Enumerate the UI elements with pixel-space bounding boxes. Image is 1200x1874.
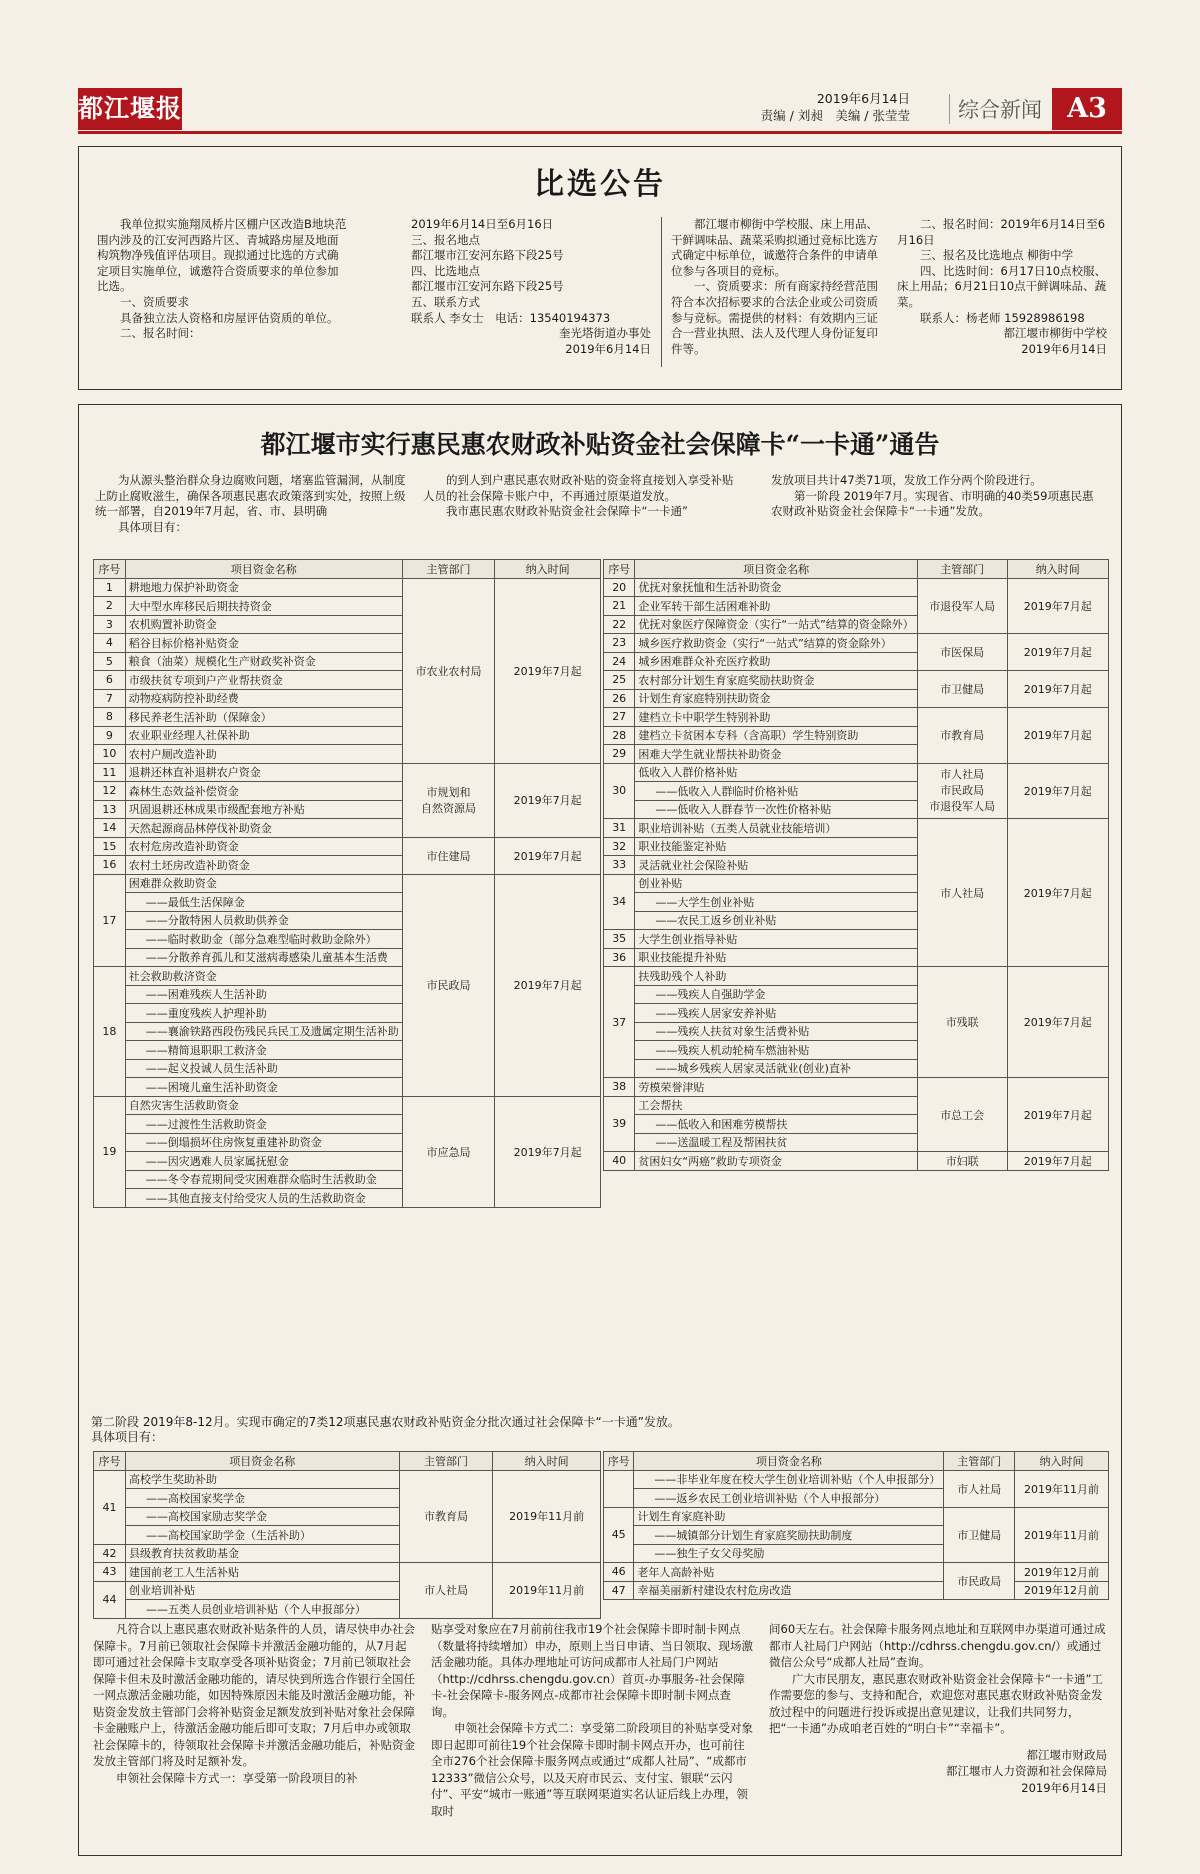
- table-cell: 29: [604, 745, 635, 764]
- issue-date: 2019年6月14日: [816, 91, 910, 106]
- table-cell: 市人社局: [944, 1470, 1015, 1507]
- table-row: [94, 763, 601, 782]
- signature-date: 2019年6月14日: [1021, 341, 1107, 356]
- table-header: [604, 1452, 1109, 1471]
- table-cell: ——残疾人扶贫对象生活费补贴: [635, 1022, 917, 1041]
- table-cell: 2019年7月起: [1007, 671, 1108, 708]
- table-header: [94, 1452, 601, 1471]
- text-paragraph: 联系人：杨老师 15928986198: [920, 310, 1085, 325]
- text-paragraph: 四、比选时间：6月17日10点校服、床上用品；6月21日10点干鲜调味品、蔬菜。: [897, 263, 1107, 309]
- text-paragraph: 我市惠民惠农财政补贴资金社会保障卡“一卡通”: [446, 504, 688, 519]
- table-cell: 建国前老工人生活补贴: [125, 1563, 399, 1582]
- table-cell: 2019年11月前: [493, 1563, 601, 1619]
- text-paragraph: 二、报名时间：2019年6月14日至6月16日: [897, 217, 1106, 247]
- text-paragraph: 具备独立法人资格和房屋评估资质的单位。: [120, 310, 339, 325]
- text-paragraph: 一、资质要求: [120, 294, 189, 309]
- table-cell: ——分散特困人员救助供养金: [125, 911, 402, 930]
- table-cell: 贫困妇女“两癌”救助专项资金: [635, 1152, 917, 1171]
- table-cell: 市规划和 自然资源局: [402, 763, 495, 837]
- table-cell: 2019年7月起: [1007, 1078, 1108, 1152]
- table-cell: 幸福美丽新村建设农村危房改造: [634, 1581, 944, 1600]
- table-cell: ——精简退职职工救济金: [125, 1041, 402, 1060]
- header-cell: 纳入时间: [1007, 560, 1108, 579]
- table-row: [94, 1096, 601, 1115]
- text-paragraph: 具体项目有：: [118, 519, 187, 534]
- table-cell: 2019年7月起: [1007, 819, 1108, 967]
- header-cell: 序号: [604, 560, 635, 579]
- table-cell: 2019年11月前: [493, 1470, 601, 1563]
- table-cell: ——困难残疾人生活补助: [125, 985, 402, 1004]
- table-cell: 2019年7月起: [495, 874, 601, 1096]
- header-cell: 序号: [94, 1452, 126, 1471]
- text-paragraph: 申领社会保障卡方式二：享受第二阶段项目的补贴享受对象即日起即可前往19个社会保障卡即时制卡网点开办，也可前往全市276个社会保障卡服务网点或通过“成都人社局”、“成都市12333”微信公众号，以及天府市民云、支付宝、银联“云闪付”、平安“城市一账通”等互联网渠道实名认证后线上办理，领取时: [431, 1721, 753, 1818]
- table-cell: 建档立卡中职学生特别补助: [635, 708, 917, 727]
- table-row: [94, 874, 601, 893]
- table-cell: 市应急局: [402, 1096, 495, 1207]
- table-cell: ——五类人员创业培训补贴（个人申报部分）: [125, 1600, 399, 1619]
- text-line: 具体项目有：: [91, 1430, 164, 1444]
- table-cell: 粮食（油菜）规模化生产财政奖补资金: [125, 652, 402, 671]
- table-cell: 40: [604, 1152, 635, 1171]
- table-cell: 39: [604, 1096, 635, 1152]
- table-cell: 劳模荣誉津贴: [635, 1078, 917, 1097]
- table-cell: 2019年12月前: [1015, 1563, 1109, 1582]
- table-cell: 市教育局: [917, 708, 1007, 764]
- text-line: 都江堰市江安河东路下段25号: [411, 279, 564, 294]
- table-cell: 稻谷目标价格补贴资金: [125, 634, 402, 653]
- table-row: [604, 708, 1109, 727]
- text-paragraph: 的到人到户惠民惠农财政补贴的资金将直接划入享受补贴人员的社会保障卡账户中，不再通过原渠道发放。: [423, 473, 734, 503]
- table-cell: 2019年7月起: [1007, 967, 1108, 1078]
- table-cell: 市总工会: [917, 1078, 1007, 1152]
- bottom-col3: [769, 1621, 1107, 1796]
- text-paragraph: 为从源头整治群众身边腐败问题，堵塞监管漏洞，从制度上防止腐败滋生，确保各项惠民惠农政策落到实处，按照上级统一部署，自2019年7月起，省、市、县明确: [95, 473, 406, 519]
- table-cell: 41: [94, 1470, 126, 1544]
- table-cell: 2019年7月起: [495, 837, 601, 874]
- table-cell: 31: [604, 819, 635, 838]
- table-cell: 天然起源商品林停伐补助资金: [125, 819, 402, 838]
- signature-org: 都江堰市财政局: [1026, 1747, 1107, 1762]
- text-paragraph: 广大市民朋友，惠民惠农财政补贴资金社会保障卡“一卡通”工作需要您的参与、支持和配合，欢迎您对惠民惠农财政补贴资金发放过程中的问题进行投诉或提出意见建议，让我们共同努力，把“一卡通”办成咱老百姓的“明白卡”“幸福卡”。: [769, 1671, 1103, 1735]
- header-cell: 主管部门: [399, 1452, 493, 1471]
- text-paragraph: 发放项目共计47类71项，发放工作分两个阶段进行。: [771, 473, 1042, 487]
- table-header: [604, 560, 1109, 579]
- table-cell: 24: [604, 652, 635, 671]
- table-cell: 2019年7月起: [1007, 634, 1108, 671]
- table-row: [94, 837, 601, 856]
- table-cell: 44: [94, 1581, 126, 1618]
- table-cell: 2019年7月起: [495, 763, 601, 837]
- table-cell: 市人社局: [399, 1563, 493, 1619]
- table-cell: 市住建局: [402, 837, 495, 874]
- table-cell: 19: [94, 1096, 126, 1207]
- table-cell: 43: [94, 1563, 126, 1582]
- header-cell: 项目资金名称: [634, 1452, 944, 1471]
- bidding-notice-title: 比选公告: [534, 167, 666, 202]
- table-cell: 22: [604, 615, 635, 634]
- table-cell: 市妇联: [917, 1152, 1007, 1171]
- intro-col1: [95, 473, 411, 535]
- header-cell: 主管部门: [402, 560, 495, 579]
- table-cell: 25: [604, 671, 635, 690]
- table-cell: ——冬令春荒期间受灾困难群众临时生活救助金: [125, 1170, 402, 1189]
- table-cell: 市教育局: [399, 1470, 493, 1563]
- header-cell: 纳入时间: [1015, 1452, 1109, 1471]
- bottom-col1: [93, 1621, 415, 1786]
- table-cell: 37: [604, 967, 635, 1078]
- table-cell: 7: [94, 689, 126, 708]
- table-cell: 5: [94, 652, 126, 671]
- text-paragraph: 凡符合以上惠民惠农财政补贴条件的人员，请尽快申办社会保障卡。7月前已领取社会保障卡并激活金融功能的，从7月起即可通过社会保障卡支取享受各项补贴资金；7月前已领取社会保障卡但未及时激活金融功能的，请尽快到所选合作银行全国任一网点激活金融功能，如因特殊原因未能及时激活金融功能，补贴资金发放主管部门会将补贴资金足额发放到补贴对象社会保障卡金融账户上，待激活金融功能后即可支取；7月后申办或领取社会保障卡的，待领取社会保障卡并激活金融功能后，补贴资金发放主管部门将及时足额补发。: [93, 1622, 415, 1768]
- text-line: 第二阶段 2019年8-12月。实现市确定的7类12项惠民惠农财政补贴资金分批次通过社会保障卡“一卡通”发放。: [91, 1415, 680, 1429]
- table-cell: 2019年7月起: [495, 578, 601, 763]
- stage2-heading: [91, 1415, 1111, 1445]
- signature-org: 奎光塔街道办事处: [559, 326, 651, 341]
- table-cell: 13: [94, 800, 126, 819]
- table-cell: 市人社局: [917, 819, 1007, 967]
- header-cell: 项目资金名称: [125, 560, 402, 579]
- table-cell: 县级教育扶贫救助基金: [125, 1544, 399, 1563]
- table-cell: 灵活就业社会保险补贴: [635, 856, 917, 875]
- text-line: 五、联系方式: [411, 294, 480, 309]
- table-cell: 32: [604, 837, 635, 856]
- table-cell: 计划生育家庭补助: [634, 1507, 944, 1526]
- stage2-table-right: [603, 1451, 1109, 1600]
- table-cell: ——襄渝铁路西段伤残民兵民工及遗属定期生活补助: [125, 1022, 402, 1041]
- table-cell: 自然灾害生活救助资金: [125, 1096, 402, 1115]
- table-cell: ——低收入人群春节一次性价格补贴: [635, 800, 917, 819]
- text-line: 三、报名地点: [411, 232, 480, 247]
- table-cell: ——分散养育孤儿和艾滋病毒感染儿童基本生活费: [125, 948, 402, 967]
- table-cell: 市民政局: [402, 874, 495, 1096]
- newspaper-logo: 都江堰报: [78, 88, 182, 130]
- table-cell: 10: [94, 745, 126, 764]
- table-cell: 巩固退耕还林成果市级配套地方补贴: [125, 800, 402, 819]
- table-cell: 12: [94, 782, 126, 801]
- table-cell: 移民养老生活补助（保障金）: [125, 708, 402, 727]
- table-cell: 2019年7月起: [1007, 578, 1108, 634]
- text-line: 联系人 李女士 电话：13540194373: [411, 310, 611, 325]
- table-cell: ——残疾人居家安养补贴: [635, 1004, 917, 1023]
- intro-col2: [423, 473, 739, 520]
- table-cell: 困难群众救助资金: [125, 874, 402, 893]
- table-cell: ——低收入人群临时价格补贴: [635, 782, 917, 801]
- table-cell: 职业技能鉴定补贴: [635, 837, 917, 856]
- table-cell: ——重度残疾人护理补助: [125, 1004, 402, 1023]
- table-cell: [604, 1470, 634, 1507]
- table-cell: 建档立卡贫困本专科（含高职）学生特别资助: [635, 726, 917, 745]
- table-cell: 35: [604, 930, 635, 949]
- table-cell: 森林生态效益补偿资金: [125, 782, 402, 801]
- table-cell: ——其他直接支付给受灾人员的生活救助资金: [125, 1189, 402, 1208]
- table-cell: ——独生子女父母奖励: [634, 1544, 944, 1563]
- table-cell: ——高校国家奖学金: [125, 1489, 399, 1508]
- table-cell: ——临时救助金（部分急难型临时救助金除外）: [125, 930, 402, 949]
- table-cell: 2019年11月前: [1015, 1507, 1109, 1563]
- table-cell: 退耕还林直补退耕农户资金: [125, 763, 402, 782]
- table-cell: 市人社局 市民政局 市退役军人局: [917, 763, 1007, 819]
- table-cell: 28: [604, 726, 635, 745]
- table-cell: 职业培训补贴（五类人员就业技能培训）: [635, 819, 917, 838]
- header-cell: 序号: [94, 560, 126, 579]
- table-row: [604, 763, 1109, 782]
- text-line: 四、比选地点: [411, 263, 480, 278]
- table-cell: 6: [94, 671, 126, 690]
- table-row: [604, 1078, 1109, 1097]
- table-cell: 农村户厕改造补助: [125, 745, 402, 764]
- table-cell: 市残联: [917, 967, 1007, 1078]
- header-cell: 主管部门: [944, 1452, 1015, 1471]
- table-cell: 困难大学生就业帮扶补助资金: [635, 745, 917, 764]
- table-cell: 城乡困难群众补充医疗救助: [635, 652, 917, 671]
- table-row: [604, 634, 1109, 653]
- table-cell: 33: [604, 856, 635, 875]
- table-cell: 2019年7月起: [1007, 763, 1108, 819]
- stage1-table-left: [93, 559, 601, 1208]
- table-cell: 14: [94, 819, 126, 838]
- table-cell: ——残疾人机动轮椅车燃油补贴: [635, 1041, 917, 1060]
- signature-org: 都江堰市柳街中学校: [1003, 326, 1107, 341]
- table-cell: 创业培训补贴: [125, 1581, 399, 1600]
- table-cell: 26: [604, 689, 635, 708]
- table-header: [94, 560, 601, 579]
- header-cell: 纳入时间: [495, 560, 601, 579]
- table-cell: 市卫健局: [944, 1507, 1015, 1563]
- table-cell: 市农业农村局: [402, 578, 495, 763]
- table-row: [604, 967, 1109, 986]
- stage2-table-left: [93, 1451, 601, 1619]
- text-paragraph: 一、资质要求：所有商家持经营范围符合本次招标要求的合法企业或公司资质参与竞标。需提供的材料：有效期内三证合一营业执照、法人及代理人身份证复印件等。: [671, 279, 878, 356]
- table-cell: 农村危房改造补助资金: [125, 837, 402, 856]
- table-cell: 市级扶贫专项到户产业帮扶资金: [125, 671, 402, 690]
- header-cell: 主管部门: [917, 560, 1007, 579]
- table-cell: 30: [604, 763, 635, 819]
- table-cell: 创业补贴: [635, 874, 917, 893]
- table-cell: 46: [604, 1563, 634, 1582]
- table-cell: 2: [94, 597, 126, 616]
- table-cell: 市卫健局: [917, 671, 1007, 708]
- table-cell: 2019年11月前: [1015, 1470, 1109, 1507]
- table-row: [94, 1563, 601, 1582]
- header-cell: 纳入时间: [493, 1452, 601, 1471]
- table-row: [604, 1581, 1109, 1600]
- table-cell: ——低收入和困难劳模帮扶: [635, 1115, 917, 1134]
- table-cell: 4: [94, 634, 126, 653]
- table-row: [604, 578, 1109, 597]
- subsidy-notice: [78, 404, 1122, 1856]
- text-paragraph: 我单位拟实施翔凤桥片区棚户区改造B地块范围内涉及的江安河西路片区、青城路房屋及地面构筑物净残值评估项目。现拟通过比选的方式确定项目实施单位，诚邀符合资质要求的单位参加比选。: [97, 217, 347, 294]
- table-cell: 职业技能提升补贴: [635, 948, 917, 967]
- text-paragraph: 二、报名时间：: [120, 326, 201, 341]
- table-cell: ——起义投诚人员生活补助: [125, 1059, 402, 1078]
- table-cell: 36: [604, 948, 635, 967]
- table-row: [604, 1152, 1109, 1171]
- table-cell: 23: [604, 634, 635, 653]
- table-cell: 大学生创业指导补贴: [635, 930, 917, 949]
- column-divider: [661, 217, 662, 367]
- table-cell: 45: [604, 1507, 634, 1563]
- table-cell: 优抚对象医疗保障资金（实行“一站式”结算的资金除外）: [635, 615, 917, 634]
- table-row: [94, 578, 601, 597]
- table-cell: ——高校国家励志奖学金: [125, 1507, 399, 1526]
- table-cell: 优抚对象抚恤和生活补助资金: [635, 578, 917, 597]
- signature-date: 2019年6月14日: [565, 341, 651, 356]
- text-paragraph: 第一阶段 2019年7月。实现省、市明确的40类59项惠民惠农财政补贴资金社会保障卡“一卡通”发放。: [771, 488, 1094, 519]
- table-cell: 11: [94, 763, 126, 782]
- table-cell: 社会救助救济资金: [125, 967, 402, 986]
- table-cell: 高校学生奖助补助: [125, 1470, 399, 1489]
- text-paragraph: 间60天左右。社会保障卡服务网点地址和互联网申办渠道可通过成都市人社局门户网站（http://cdhrss.chengdu.gov.cn/）或通过微信公众号“成都人社局”查询。: [769, 1622, 1106, 1669]
- header-cell: 项目资金名称: [635, 560, 917, 579]
- table-cell: 42: [94, 1544, 126, 1563]
- table-cell: ——返乡农民工创业培训补贴（个人申报部分）: [634, 1489, 944, 1508]
- table-cell: 18: [94, 967, 126, 1097]
- intro-col3: [771, 473, 1103, 520]
- table-cell: ——最低生活保障金: [125, 893, 402, 912]
- subsidy-notice-title: 都江堰市实行惠民惠农财政补贴资金社会保障卡“一卡通”通告: [260, 430, 940, 459]
- table-cell: 农村土坯房改造补助资金: [125, 856, 402, 875]
- table-cell: ——残疾人自强助学金: [635, 985, 917, 1004]
- text-paragraph: 贴享受对象应在7月前前往我市19个社会保障卡即时制卡网点（数量将持续增加）申办，原则上当日申请、当日领取、现场激活金融功能。具体办理地址可访问成都市人社局门户网站（http://cdhrss.chengdu.gov.cn）首页-办事服务-社会保障卡-社会保障卡-服务网点-成都市社会保障卡即时制卡网点查询。: [431, 1622, 753, 1719]
- text-line: 2019年6月14日至6月16日: [411, 217, 554, 231]
- table-cell: 17: [94, 874, 126, 967]
- table-cell: 1: [94, 578, 126, 597]
- notice1-col3: [671, 217, 881, 357]
- table-cell: ——城镇部分计划生育家庭奖励扶助制度: [634, 1526, 944, 1545]
- table-cell: 农机购置补助资金: [125, 615, 402, 634]
- table-cell: 计划生育家庭特别扶助资金: [635, 689, 917, 708]
- table-row: [604, 671, 1109, 690]
- table-cell: ——困境儿童生活补助资金: [125, 1078, 402, 1097]
- table-cell: 工会帮扶: [635, 1096, 917, 1115]
- table-row: [604, 1470, 1109, 1489]
- table-cell: ——城乡残疾人居家灵活就业(创业)直补: [635, 1059, 917, 1078]
- table-cell: 老年人高龄补贴: [634, 1563, 944, 1582]
- notice1-col2: [411, 217, 651, 357]
- table-cell: 2019年7月起: [495, 1096, 601, 1207]
- table-cell: 市民政局: [944, 1563, 1015, 1600]
- stage1-table-right: [603, 559, 1109, 1171]
- notice1-col4: [897, 217, 1107, 357]
- table-cell: 47: [604, 1581, 634, 1600]
- table-cell: 38: [604, 1078, 635, 1097]
- table-cell: 15: [94, 837, 126, 856]
- table-cell: 企业军转干部生活困难补助: [635, 597, 917, 616]
- table-cell: 34: [604, 874, 635, 930]
- text-paragraph: 申领社会保障卡方式一：享受第一阶段项目的补: [116, 1770, 358, 1785]
- section-name: 综合新闻: [949, 94, 1042, 124]
- table-cell: 9: [94, 726, 126, 745]
- text-paragraph: 都江堰市柳街中学校服、床上用品、干鲜调味品、蔬菜采购拟通过竞标比选方式确定中标单位，诚邀符合条件的申请单位参与各项目的竞标。: [671, 217, 878, 278]
- table-cell: 农村部分计划生育家庭奖励扶助资金: [635, 671, 917, 690]
- table-cell: 耕地地力保护补助资金: [125, 578, 402, 597]
- table-cell: 27: [604, 708, 635, 727]
- table-cell: 2019年7月起: [1007, 708, 1108, 764]
- editors: 责编 / 刘昶 美编 / 张莹莹: [760, 108, 910, 123]
- table-cell: 农业职业经理人社保补助: [125, 726, 402, 745]
- text-line: 都江堰市江安河东路下段25号: [411, 248, 564, 263]
- table-row: [94, 1470, 601, 1489]
- signature-date: 2019年6月14日: [1021, 1780, 1107, 1795]
- issue-info: [761, 90, 910, 124]
- header-cell: 序号: [604, 1452, 634, 1471]
- table-cell: ——高校国家助学金（生活补助）: [125, 1526, 399, 1545]
- table-cell: 20: [604, 578, 635, 597]
- masthead: [78, 88, 1122, 134]
- table-cell: 低收入人群价格补贴: [635, 763, 917, 782]
- table-cell: 8: [94, 708, 126, 727]
- table-cell: 城乡医疗救助资金（实行“一站式”结算的资金除外）: [635, 634, 917, 653]
- table-cell: 市退役军人局: [917, 578, 1007, 634]
- bottom-col2: [431, 1621, 753, 1819]
- table-row: [604, 819, 1109, 838]
- table-cell: 大中型水库移民后期扶持资金: [125, 597, 402, 616]
- bidding-notice: [78, 146, 1122, 390]
- table-cell: ——农民工返乡创业补贴: [635, 911, 917, 930]
- table-cell: ——因灾遇难人员家属抚慰金: [125, 1152, 402, 1171]
- table-cell: 2019年12月前: [1015, 1581, 1109, 1600]
- header-cell: 项目资金名称: [125, 1452, 399, 1471]
- table-row: [604, 1507, 1109, 1526]
- table-cell: ——倒塌损坏住房恢复重建补助资金: [125, 1133, 402, 1152]
- text-paragraph: 三、报名及比选地点 柳街中学: [920, 248, 1074, 263]
- table-cell: ——非毕业年度在校大学生创业培训补贴（个人申报部分）: [634, 1470, 944, 1489]
- table-cell: ——大学生创业补贴: [635, 893, 917, 912]
- table-cell: 扶残助残个人补助: [635, 967, 917, 986]
- table-cell: 市医保局: [917, 634, 1007, 671]
- table-cell: 2019年7月起: [1007, 1152, 1108, 1171]
- table-cell: 21: [604, 597, 635, 616]
- page-number: A3: [1052, 88, 1122, 130]
- table-cell: ——过渡性生活救助资金: [125, 1115, 402, 1134]
- table-cell: 16: [94, 856, 126, 875]
- signature-org: 都江堰市人力资源和社会保障局: [946, 1764, 1107, 1778]
- table-cell: 动物疫病防控补助经费: [125, 689, 402, 708]
- table-cell: ——送温暖工程及帮困扶贫: [635, 1133, 917, 1152]
- notice1-col1: [97, 217, 347, 342]
- table-row: [604, 1563, 1109, 1582]
- table-cell: 3: [94, 615, 126, 634]
